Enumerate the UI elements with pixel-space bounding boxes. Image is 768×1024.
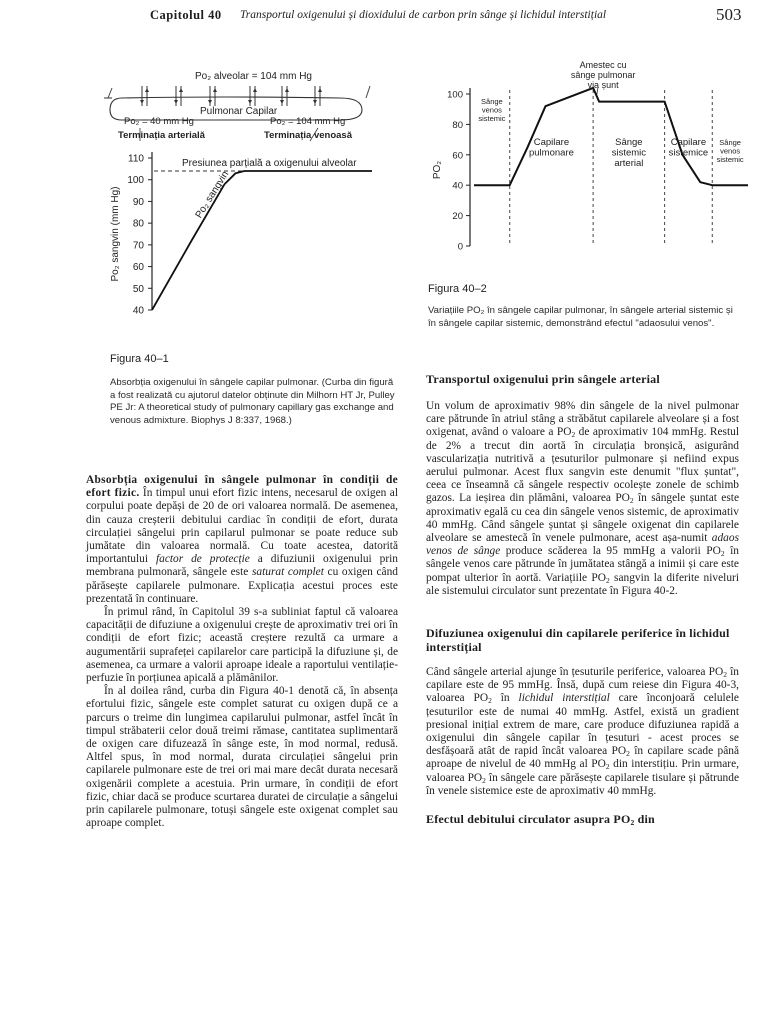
paragraph-exercise: Absorbția oxigenului în sângele pulmonar în condiții de efort fizic. În timpul unui efort fizic intens, necesarul de oxigen al corpului poate depăși de 20 de ori valoarea normală. De asemenea, din cauza creșterii debitului cardiac în condiții de efort, durata circulației sângelui prin capilarul pulmonar se poate reduce sub jumătate din valoarea normală. Cu toate acestea, datorită importantului factor de protecție a difuziunii oxigenului prin membrana pulmonară, sângele este saturat complet cu oxigen când părăsește capilarele pulmonare. Explicația acestui proces este prezentată în continuare.	[86, 474, 398, 605]
region-label: Sânge venos sistemic	[478, 97, 506, 123]
series-line	[152, 171, 372, 310]
figure-1-caption: Absorbția oxigenului în sângele capilar pulmonar. (Curba din figură a fost realizată cu ajutorul datelor obținute din Milhorn HT Jr, Pulley PE Jr: A theoretical study of pulmonary capillary gas exchange and venous admixture. Biophys J 8:337, 1968.)	[110, 377, 395, 426]
figure-1-label: Figura 40–1	[110, 353, 169, 365]
paragraph-first: În primul rând, în Capitolul 39 s-a subliniat faptul că valoarea capacității de difuziune a oxigenului crește de aproximativ trei ori în condiții de efort fizic; această creștere rezultă ca urmare a augumentării suprafeței capilarelor care participă la difuziune și, de asemenea, ca urmare a valorii aproape ideale a raportului ventilație-perfuzie în porțiunea apicală a plămânilor.	[86, 606, 398, 685]
figure-2-caption: Variațiile PO₂ în sângele capilar pulmonar, în sângele arterial sistemic și în sângele capilar sistemic, demonstrând efectul "adaosului venos".	[428, 305, 733, 329]
region-label: Sânge sistemic arterial	[611, 136, 647, 169]
page-header	[0, 0, 768, 32]
figure-40-2	[418, 58, 753, 268]
arterial-end-label: Terminația arterială	[118, 130, 205, 141]
figure-2-label: Figura 40–2	[428, 283, 487, 295]
y-tick-label: 100	[447, 89, 463, 101]
figure-40-1	[100, 58, 390, 328]
y-tick-label: 60	[132, 262, 144, 274]
y-tick-label: 40	[132, 305, 144, 317]
paragraph-second: În al doilea rând, curba din Figura 40-1 denotă că, în absența efortului fizic, sângele este complet saturat cu oxigen după ce a parcurs o treime din lungimea capilarului pulmonar, astfel încât în timpul străbaterii celor două treimi rămase, cantitatea suplimentară de oxigen care difuzează în sânge este, în mod normal, redusă. Altfel spus, în mod normal, durata circulației sângelui prin capilarele pulmonare este de trei ori mai mare decât durata necesară oxigenării complete a acestuia. Prin urmare, în condiții de efort fizic, chiar dacă se produce scurtarea duratei de circulație a sângelui prin capilarele pulmonare, totuși sângele este oxigenat complet sau aproape complet.	[86, 685, 398, 830]
region-label: Capilare pulmonare	[528, 136, 574, 159]
heading-blood-flow-effect: Efectul debitului circulator asupra $PO_2$ din	[426, 812, 655, 828]
y-tick-label: 40	[452, 180, 463, 192]
y-tick-label: 80	[132, 218, 144, 230]
y-tick-label: 90	[132, 196, 144, 208]
series-line	[474, 88, 748, 185]
right-column	[426, 372, 739, 826]
arterial-po2-label: Po₂ = 40 mm Hg	[124, 116, 194, 127]
series-label: Po₂ sangvin	[193, 169, 232, 221]
y-tick-label: 60	[452, 150, 463, 162]
region-label: Capilare sistemice	[668, 136, 709, 159]
region-label: Sânge venos sistemic	[716, 137, 744, 164]
venous-po2-label: Po₂ = 104 mm Hg	[270, 116, 346, 127]
capillary-name: Pulmonar Capilar	[200, 106, 278, 117]
alveolar-po2-label: Po₂ alveolar = 104 mm Hg	[195, 71, 312, 82]
heading-peripheral-diffusion: Difuziunea oxigenului din capilarele periferice în lichidul interstițial	[426, 626, 730, 655]
reference-line-label: Presiunea parțială a oxigenului alveolar	[182, 158, 357, 170]
runin-heading: Absorbția oxigenului în sângele pulmonar în condiții de efort fizic.	[86, 474, 398, 500]
y-tick-label: 100	[127, 175, 144, 187]
shunt-annotation: Amestec cu sânge pulmonar via șunt	[570, 60, 636, 90]
y-tick-label: 20	[452, 211, 463, 223]
chart-po2-circulation	[432, 60, 748, 253]
chapter-title: Transportul oxigenului și dioxidului de carbon prin sânge și lichidul interstițial	[240, 9, 607, 21]
y-tick-label: 50	[132, 283, 144, 295]
y-tick-label: 0	[457, 241, 463, 253]
y-tick-label: 80	[452, 119, 463, 131]
chart-po2-capillary	[110, 152, 372, 317]
capillary-diagram	[104, 71, 370, 141]
paragraph-arterial: Un volum de aproximativ 98% din sângele de la nivel pulmonar care pătrunde în atriul stâng a străbătut capilarele alveolare și a fost oxigenat, având o valoare a $PO_2$ de aproximativ 104 mmHg. Restul de 2% a trecut din aortă în circulația bronșică, asigurând vascularizația nutritivă a țesuturilor pulmonare și nefiind expus aerului pulmonar. Acest flux sangvin este denumit "flux șuntat", ceea ce înseamnă că sângele respectiv ocolește zonele de schimb gazos. La ieșirea din plămâni, valoarea $PO_2$ în sângele șuntat este aproximativ egală cu cea din sângele venos sistemic, de aproximativ 40 mmHg. Când sângele șuntat și sângele oxigenat din capilarele alveolare se amestecă în venele pulmonare, acest așa-numit adaos venos de sânge produce scăderea la 95 mmHg a valorii $PO_2$ în sângele venos care pătrunde în jumătatea stângă a inimii și care este pompat ulterior în aortă. Variațiile $PO_2$ sangvin la diferite niveluri ale sistemului circulator sunt prezentate în Figura 40-2.	[426, 400, 739, 597]
heading-arterial-transport: Transportul oxigenului prin sângele arterial	[426, 372, 660, 386]
page-number: 503	[716, 5, 742, 24]
paragraph-peripheral: Când sângele arterial ajunge în țesuturile periferice, valoarea $PO_2$ în capilare este de 95 mmHg. Însă, după cum reiese din Figura 40-3, valoarea $PO_2$ în lichidul interstițial care înconjoară celulele țesuturilor este de numai 40 mmHg. Astfel, există un gradient presional inițial extrem de mare, care produce difuziunea rapidă a oxigenului din sângele capilar în țesuturi - acest proces se desfășoară atât de rapid încât valoarea $PO_2$ în capilare scade până aproape de nivelul de 40 mmHg al $PO_2$ din interstițiu. Prin urmare, valoarea $PO_2$ în sângele care părăsește capilarele tisulare și pătrunde în venele sistemice este de aproximativ 40 mmHg.	[426, 666, 740, 797]
diffusion-arrows	[142, 86, 320, 106]
y-axis-label: PO₂	[432, 160, 443, 180]
y-axis-label: Po₂ sangvin (mm Hg)	[110, 186, 121, 282]
y-tick-label: 70	[132, 240, 144, 252]
chapter-label: Capitolul 40	[150, 8, 222, 22]
y-tick-label: 110	[128, 153, 144, 165]
left-column	[86, 474, 398, 830]
venous-end-label: Terminația venoasă	[264, 130, 353, 141]
